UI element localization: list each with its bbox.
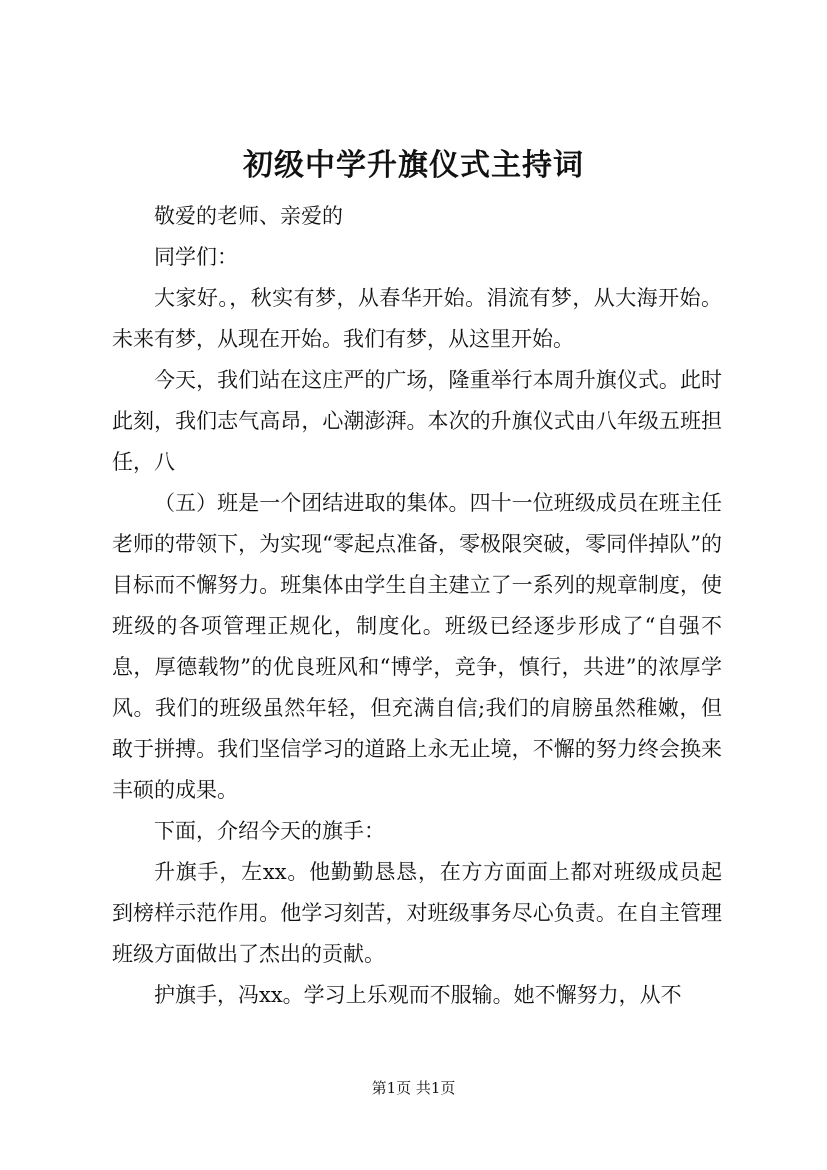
paragraph-flag-bearers-intro: 下面，介绍今天的旗手：	[154, 819, 385, 843]
document-body	[112, 196, 722, 1016]
paragraph-greeting: 大家好。，秋实有梦，从春华开始。涓流有梦，从大海开始。未来有梦，从现在开始。我们有梦，从这里开始。	[112, 286, 722, 351]
paragraph-salutation-2: 同学们：	[154, 245, 238, 269]
paragraph-class-intro: （五）班是一个团结进取的集体。四十一位班级成员在班主任老师的带领下，为实现“零起点准备，零极限突破，零同伴掉队”的目标而不懈努力。班集体由学生自主建立了一系列的规章制度，使班级的各项管理正规化，制度化。班级已经逐步形成了“自强不息，厚德载物”的优良班风和“博学，竞争，慎行，共进”的浓厚学风。我们的班级虽然年轻，但充满自信;我们的肩膀虽然稚嫩，但敢于拼搏。我们坚信学习的道路上永无止境，不懈的努力终会换来丰硕的成果。	[112, 491, 722, 802]
document-title: 初级中学升旗仪式主持词	[243, 148, 584, 183]
paragraph-salutation-1: 敬爱的老师、亲爱的	[154, 204, 343, 228]
paragraph-ceremony-intro: 今天，我们站在这庄严的广场，隆重举行本周升旗仪式。此时此刻，我们志气高昂，心潮澎湃。本次的升旗仪式由八年级五班担任，八	[112, 368, 722, 474]
paragraph-flag-guard: 护旗手，冯xx。学习上乐观而不服输。她不懈努力，从不	[154, 983, 682, 1007]
page-footer: 第1页 共1页	[371, 1079, 456, 1097]
paragraph-flag-raiser: 升旗手，左xx。他勤勤恳恳，在方方面面上都对班级成员起到榜样示范作用。他学习刻苦，对班级事务尽心负责。在自主管理班级方面做出了杰出的贡献。	[112, 860, 722, 966]
